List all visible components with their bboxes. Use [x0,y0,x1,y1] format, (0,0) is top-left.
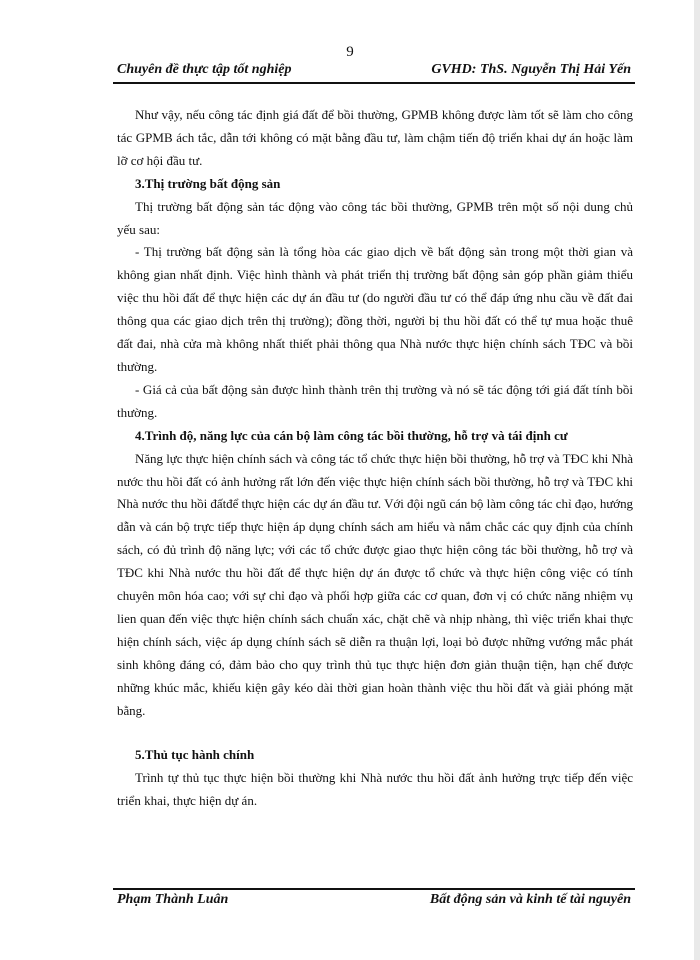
page-header [113,60,635,84]
page-edge-shadow [694,0,700,960]
paragraph-market-impact: Thị trường bất động sản tác động vào công tác bồi thường, GPMB trên một số nội dung chủ yếu sau: [117,198,633,237]
document-body [117,104,633,813]
page-number: 9 [346,44,354,60]
page-footer [113,888,635,914]
paragraph-market-transactions: - Thị trường bất động sản là tổng hòa các giao dịch về bất động sản trong một thời gian và không gian nhất định. Việc hình thành và phát triển thị trường bất động sản góp phần giảm thiểu việc thu hồi đất để thực hiện các dự án đầu tư (do người đầu tư có thể đáp ứng nhu cầu về đất đai thông qua các giao dịch trên thị trường); đồng thời, người bị thu hồi đất có thể tự mua hoặc thuê đất đai, nhà cửa mà không nhất thiết phải thông qua Nhà nước thực hiện chính sách TĐC và bồi thường. [117,244,633,374]
paragraph-staff-capacity: Năng lực thực hiện chính sách và công tác tổ chức thực hiện bồi thường, hỗ trợ và TĐC khi Nhà nước thu hồi đất có ảnh hưởng rất lớn đến việc thực hiện chính sách bồi thường, hỗ trợ và TĐC khi Nhà nước thu hồi đấtđể thực hiện các dự án đầu tư. Với đội ngũ cán bộ làm công tác chỉ đạo, hướng dẫn và cán bộ trực tiếp thực hiện áp dụng chính sách am hiểu và nắm chắc các quy định của chính sách, có đủ trình độ năng lực; với các tổ chức được giao thực hiện công tác bồi thường, hỗ trợ và TĐC khi Nhà nước thu hồi đất để thực hiện dự án được tổ chức và thực hiện công việc có tính chuyên môn hóa cao; với sự chỉ đạo và phối hợp giữa các cơ quan, đơn vị có chức năng nhiệm vụ lien quan đến việc thực hiện chính sách chuẩn xác, chặt chẽ và nhịp nhàng, thì việc triển khai thực hiện chính sách, việc áp dụng chính sách sẽ diễn ra thuận lợi, loại bỏ được những vướng mắc phát sinh không đáng có, đảm bảo cho quy trình thủ tục thực hiện đơn giản thuận tiện, hạn chế được những khúc mắc, khiếu kiện gây kéo dài thời gian hoàn thành việc thu hồi đất và giải phóng mặt bằng. [117,450,633,718]
paragraph-administrative-procedures: Trình tự thủ tục thực hiện bồi thường khi Nhà nước thu hồi đất ảnh hưởng trực tiếp đến việc triển khai, thực hiện dự án. [117,770,633,809]
section-heading-staff-capacity: 4.Trình độ, năng lực của cán bộ làm công tác bồi thường, hỗ trợ và tái định cư [135,427,568,443]
header-document-title: Chuyên đề thực tập tốt nghiệp [117,62,292,77]
paragraph-gpmb-valuation: Như vậy, nếu công tác định giá đất để bồi thường, GPMB không được làm tốt sẽ làm cho công tác GPMB ách tắc, dẫn tới không có mặt bằng đầu tư, làm chậm tiến độ triển khai dự án hoặc làm lỡ cơ hội đầu tư. [117,107,633,168]
footer-author: Phạm Thành Luân [117,892,229,907]
paragraph-market-price: - Giá cả của bất động sản được hình thành trên thị trường và nó sẽ tác động tới giá đất tính bồi thường. [117,381,633,420]
header-supervisor: GVHD: ThS. Nguyễn Thị Hải Yến [431,62,631,77]
section-heading-real-estate-market: 3.Thị trường bất động sản [135,175,281,191]
section-heading-administrative-procedures: 5.Thủ tục hành chính [135,747,255,763]
footer-department: Bất động sản và kinh tế tài nguyên [429,892,631,907]
